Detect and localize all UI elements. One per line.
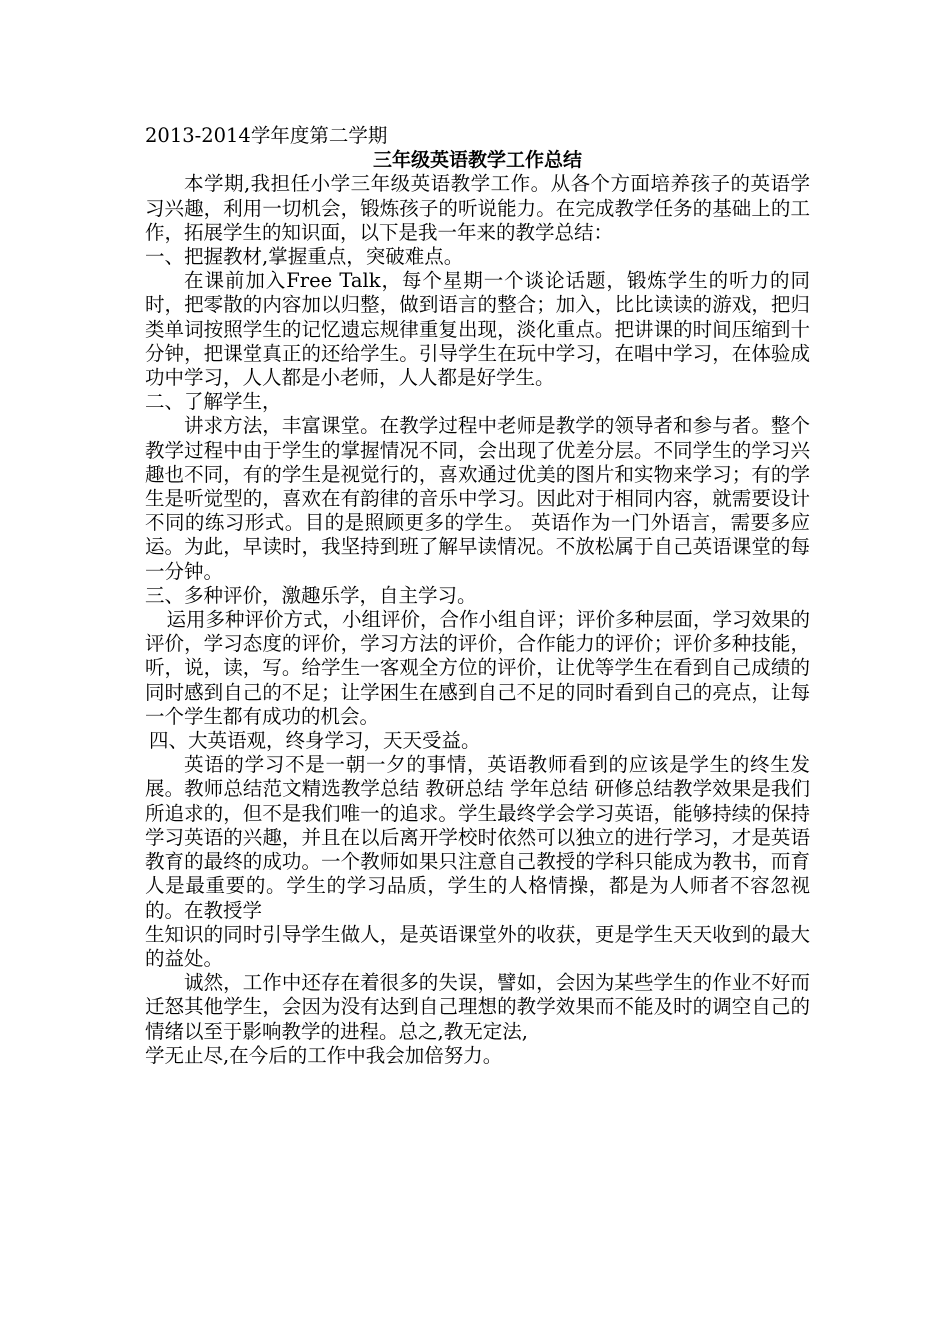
- section-3-heading: 三、多种评价，激趣乐学，自主学习。: [145, 583, 477, 607]
- closing-paragraph-a: 诚然，工作中还存在着很多的失误，譬如，会因为某些学生的作业不好而迁怒其他学生，会因为没有达到自己理想的教学效果而不能及时的调空自己的情绪以至于影响教学的进程。总之,教无定法,: [145, 971, 810, 1043]
- intro-paragraph: 本学期,我担任小学三年级英语教学工作。从各个方面培养孩子的英语学习兴趣，利用一切机会，锻炼孩子的听说能力。在完成教学任务的基础上的工作，拓展学生的知识面，以下是我一年来的教学总结：: [145, 172, 810, 244]
- section-3-paragraph: 运用多种评价方式，小组评价，合作小组自评；评价多种层面，学习效果的评价，学习态度的评价，学习方法的评价，合作能力的评价；评价多种技能，听，说，读，写。给学生一客观全方位的评价，让优等学生在看到自己成绩的同时感到自己的不足；让学困生在感到自己不足的同时看到自己的亮点，让每一个学生都有成功的机会。: [145, 608, 810, 728]
- section-4-heading: 四、大英语观，终身学习，天天受益。: [149, 729, 481, 753]
- section-1-paragraph: 在课前加入Free Talk，每个星期一个谈论话题，锻炼学生的听力的同时，把零散的内容加以归整，做到语言的整合；加入，比比读读的游戏，把归类单词按照学生的记忆遗忘规律重复出现，淡化重点。把讲课的时间压缩到十分钟，把课堂真正的还给学生。引导学生在玩中学习，在唱中学习，在体验成功中学习，人人都是小老师，人人都是好学生。: [145, 269, 810, 390]
- section-2-paragraph: 讲求方法，丰富课堂。在教学过程中老师是教学的领导者和参与者。整个教学过程中由于学生的掌握情况不同，会出现了优差分层。不同学生的学习兴趣也不同，有的学生是视觉行的，喜欢通过优美的图片和实物来学习；有的学生是听觉型的，喜欢在有韵律的音乐中学习。因此对于相同内容，就需要设计不同的练习形式。目的是照顾更多的学生。 英语作为一门外语言，需要多应运。为此，早读时，我坚持到班了解早读情况。不放松属于自己英语课堂的每一分钟。: [145, 414, 810, 583]
- section-1-heading: 一、把握教材,掌握重点，突破难点。: [145, 245, 464, 269]
- closing-paragraph-b: 学无止尽,在今后的工作中我会加倍努力。: [145, 1043, 503, 1067]
- section-2-heading: 二、了解学生，: [145, 390, 282, 414]
- section-4-paragraph-a: 英语的学习不是一朝一夕的事情，英语教师看到的应该是学生的终生发展。教师总结范文精选教学总结 教研总结 学年总结 研修总结教学效果是我们所追求的，但不是我们唯一的追求。学生最终学会学习英语，能够持续的保持学习英语的兴趣，并且在以后离开学校时依然可以独立的进行学习，才是英语教育的最终的成功。一个教师如果只注意自己教授的学科只能成为教书，而育人是最重要的。学生的学习品质，学生的人格情操，都是为人师者不容忽视的。在教授学: [145, 753, 810, 922]
- year-line: 2013-2014学年度第二学期: [145, 124, 388, 147]
- document-body: [145, 124, 810, 1068]
- section-4-paragraph-b: 生知识的同时引导学生做人，是英语课堂外的收获，更是学生天天收到的最大的益处。: [145, 922, 810, 970]
- document-title: 三年级英语教学工作总结: [372, 149, 582, 172]
